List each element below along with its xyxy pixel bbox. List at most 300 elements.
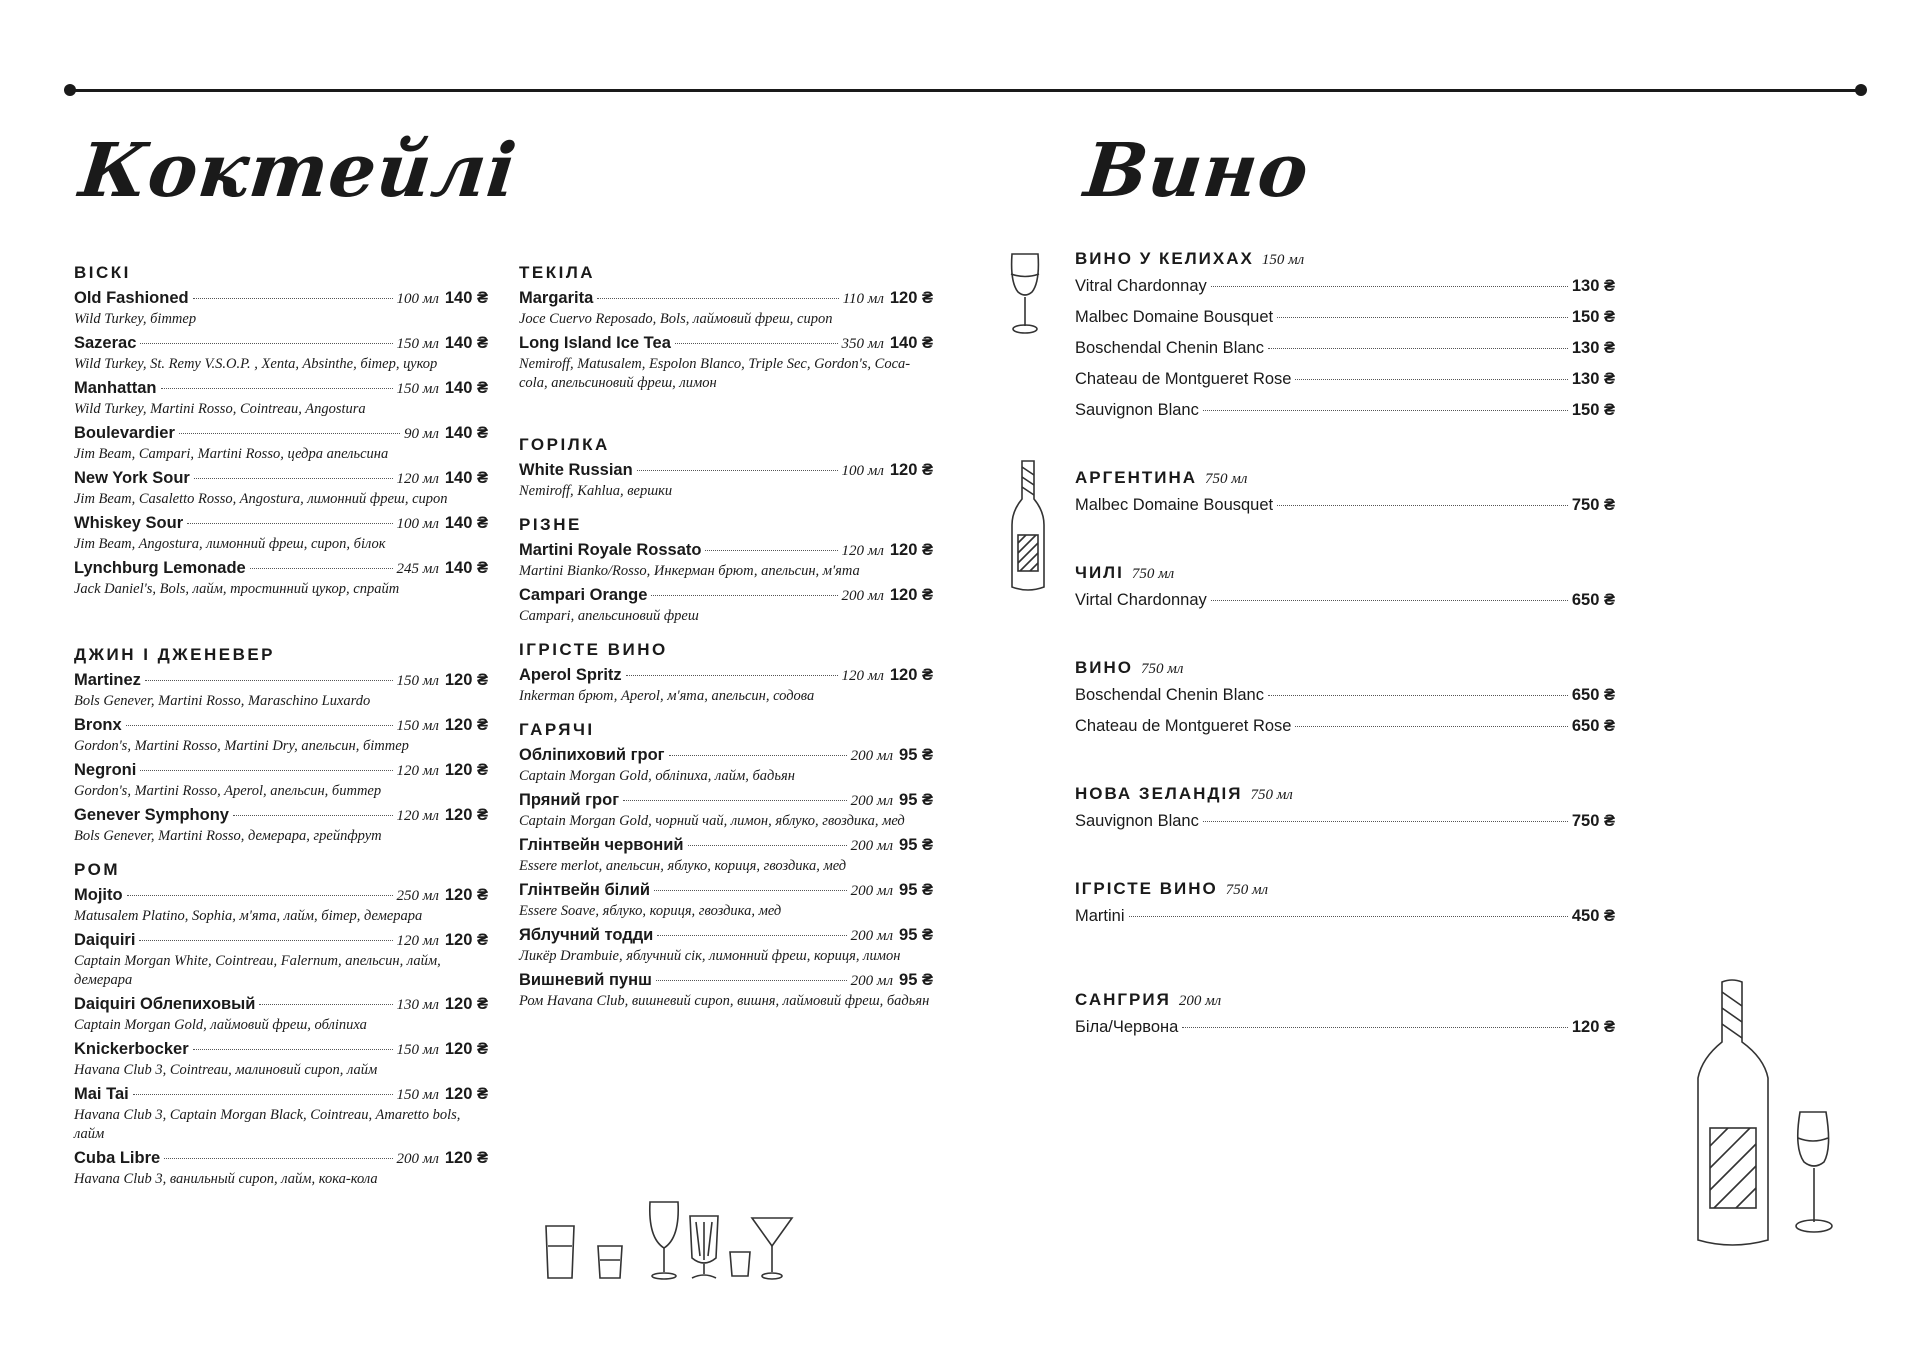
wine-section	[1075, 784, 1615, 843]
dot-leader	[1277, 505, 1568, 506]
menu-item-row	[519, 666, 933, 685]
section-name: АРГЕНТИНА	[1075, 468, 1198, 487]
wine-price: 650 ₴	[1571, 686, 1615, 704]
menu-item-row	[74, 806, 488, 825]
dot-leader	[127, 895, 393, 896]
wine-price: 650 ₴	[1571, 591, 1615, 609]
menu-item-row	[519, 334, 933, 353]
menu-item-row	[74, 931, 488, 950]
item-description: Essere Soave, яблуко, кориця, гвоздика, мед	[519, 903, 782, 919]
item-name: Martinez	[74, 671, 141, 689]
item-description: Captain Morgan Gold, лаймовий фреш, обліпиха	[74, 1017, 367, 1033]
menu-item-row	[74, 514, 488, 533]
top-divider	[70, 89, 1862, 92]
item-name: Пряний грог	[519, 791, 620, 809]
section-volume: 750 мл	[1225, 882, 1269, 898]
dot-leader	[1203, 821, 1568, 822]
item-description: Ликёр Drambuie, яблучний сік, лимонний фреш, кориця, лимон	[519, 948, 901, 964]
item-name: White Russian	[519, 461, 633, 479]
cocktails-column-1	[74, 249, 488, 1194]
item-volume: 100 мл	[396, 291, 439, 307]
item-description: Ром Havana Club, вишневий сироп, вишня, лаймовий фреш, бадьян	[519, 993, 930, 1009]
item-description: Nemiroff, Kahlua, вершки	[519, 483, 673, 499]
item-name: Mai Tai	[74, 1085, 129, 1103]
dot-leader	[145, 680, 393, 681]
menu-item-row	[519, 289, 933, 308]
wine-section	[1075, 249, 1615, 432]
menu-item-row	[74, 1149, 488, 1168]
item-volume: 200 мл	[850, 748, 894, 764]
wine-price: 650 ₴	[1571, 717, 1615, 735]
section-title	[1075, 658, 1615, 678]
menu-item-row	[74, 469, 488, 488]
item-price: 120 ₴	[889, 461, 933, 479]
wine-title: Вино	[1080, 128, 1314, 214]
item-volume: 100 мл	[841, 463, 884, 479]
item-volume: 120 мл	[841, 668, 884, 684]
item-price: 140 ₴	[444, 334, 488, 352]
menu-section	[519, 515, 933, 626]
menu-item	[74, 559, 488, 599]
menu-item-row	[519, 586, 933, 605]
divider-dot	[1855, 84, 1867, 96]
dot-leader	[164, 1158, 392, 1159]
wine-name: Boschendal Chenin Blanc	[1075, 339, 1264, 357]
wine-item	[1075, 812, 1615, 843]
wine-price: 130 ₴	[1571, 277, 1615, 295]
item-volume: 100 мл	[396, 516, 439, 532]
menu-item-row	[74, 379, 488, 398]
wine-item	[1075, 591, 1615, 622]
item-volume: 200 мл	[396, 1151, 439, 1167]
menu-item	[519, 746, 933, 786]
wine-name: Біла/Червона	[1075, 1018, 1179, 1036]
wine-item	[1075, 339, 1615, 370]
wine-glass-icon	[1008, 252, 1042, 338]
cocktails-title: Коктейлі	[75, 128, 521, 214]
menu-item	[519, 791, 933, 831]
menu-item-row	[74, 886, 488, 905]
item-name: Margarita	[519, 289, 594, 307]
item-description: Jim Beam, Campari, Martini Rosso, цедра апельсина	[74, 446, 389, 462]
item-description: Havana Club 3, Cointreau, малиновий сироп, лайм	[74, 1062, 378, 1078]
item-volume: 120 мл	[396, 808, 439, 824]
dot-leader	[675, 343, 838, 344]
item-volume: 150 мл	[396, 673, 439, 689]
item-volume: 150 мл	[396, 1087, 439, 1103]
menu-item-row	[519, 836, 933, 855]
dot-leader	[688, 845, 847, 846]
item-name: Boulevardier	[74, 424, 175, 442]
dot-leader	[1129, 916, 1568, 917]
item-price: 140 ₴	[444, 289, 488, 307]
section-title: ТЕКІЛА	[519, 263, 596, 282]
item-description: Matusalem Platino, Sophia, м'ята, лайм, бітер, демерара	[74, 908, 423, 924]
item-volume: 200 мл	[850, 928, 894, 944]
menu-item-row	[519, 461, 933, 480]
menu-item	[74, 334, 488, 374]
item-name: Daiquiri Облепиховый	[74, 995, 256, 1013]
menu-section	[519, 640, 933, 706]
dot-leader	[669, 755, 847, 756]
item-volume: 150 мл	[396, 336, 439, 352]
wine-section	[1075, 563, 1615, 622]
section-title	[1075, 990, 1615, 1010]
wine-item	[1075, 308, 1615, 339]
wine-name: Chateau de Montgueret Rose	[1075, 370, 1292, 388]
item-description: Captain Morgan White, Cointreau, Falernum, апельсин, лайм, демерара	[74, 953, 441, 988]
item-description: Captain Morgan Gold, чорний чай, лимон, яблуко, гвоздика, мед	[519, 813, 905, 829]
dot-leader	[656, 980, 847, 981]
dot-leader	[161, 388, 393, 389]
section-volume: 750 мл	[1250, 787, 1293, 803]
menu-section	[519, 720, 933, 1011]
section-title: РІЗНЕ	[519, 515, 582, 534]
menu-item	[519, 289, 933, 329]
dot-leader	[233, 815, 393, 816]
item-name: Lynchburg Lemonade	[74, 559, 246, 577]
item-volume: 90 мл	[404, 426, 439, 442]
menu-item	[519, 926, 933, 966]
dot-leader	[126, 725, 393, 726]
wine-item	[1075, 686, 1615, 717]
wine-name: Vitral Chardonnay	[1075, 277, 1207, 295]
item-volume: 250 мл	[396, 888, 439, 904]
item-name: Bronx	[74, 716, 122, 734]
menu-item-row	[519, 541, 933, 560]
item-volume: 120 мл	[396, 471, 439, 487]
dot-leader	[1182, 1027, 1568, 1028]
dot-leader	[133, 1094, 393, 1095]
item-description: Wild Turkey, Martini Rosso, Cointreau, Angostura	[74, 401, 366, 417]
item-description: Jim Beam, Casaletto Rosso, Angostura, лимонний фреш, сироп	[74, 491, 448, 507]
item-price: 120 ₴	[889, 289, 933, 307]
item-name: Daiquiri	[74, 931, 136, 949]
item-price: 120 ₴	[444, 716, 488, 734]
item-description: Jim Beam, Angostura, лимонний фреш, сироп, білок	[74, 536, 386, 552]
section-name: ВИНО У КЕЛИХАХ	[1075, 249, 1254, 268]
wine-name: Malbec Domaine Bousquet	[1075, 308, 1274, 326]
section-title	[1075, 784, 1615, 804]
item-volume: 130 мл	[396, 997, 439, 1013]
menu-item	[74, 931, 488, 990]
menu-item	[519, 586, 933, 626]
item-volume: 120 мл	[396, 763, 439, 779]
item-description: Gordon's, Martini Rosso, Aperol, апельсин, биттер	[74, 783, 382, 799]
item-description: Havana Club 3, ванильный сироп, лайм, кока-кола	[74, 1171, 378, 1187]
menu-item-row	[74, 424, 488, 443]
menu-item	[74, 424, 488, 464]
item-volume: 110 мл	[842, 291, 884, 307]
section-title: ВІСКІ	[74, 263, 131, 282]
section-volume: 750 мл	[1131, 566, 1175, 582]
menu-item-row	[74, 995, 488, 1014]
menu-section	[74, 263, 488, 599]
section-title	[1075, 468, 1615, 488]
item-price: 95 ₴	[899, 836, 933, 854]
wine-price: 130 ₴	[1571, 339, 1615, 357]
item-name: Вишневий пунш	[519, 971, 652, 989]
item-price: 120 ₴	[444, 1040, 488, 1058]
menu-item	[74, 1085, 488, 1144]
item-price: 140 ₴	[444, 424, 488, 442]
item-description: Bols Genever, Martini Rosso, демерара, грейпфрут	[74, 828, 382, 844]
item-volume: 150 мл	[396, 381, 439, 397]
dot-leader	[623, 800, 847, 801]
item-name: Genever Symphony	[74, 806, 229, 824]
dot-leader	[651, 595, 837, 596]
menu-item	[74, 289, 488, 329]
menu-item	[519, 836, 933, 876]
item-name: Яблучний тодди	[519, 926, 654, 944]
item-name: Cuba Libre	[74, 1149, 161, 1167]
item-description: Nemiroff, Matusalem, Espolon Blanco, Triple Sec, Gordon's, Coca-cola, апельсиновий фреш, лимон	[519, 356, 911, 391]
menu-item	[74, 995, 488, 1035]
dot-leader	[654, 890, 847, 891]
item-price: 95 ₴	[899, 926, 933, 944]
section-volume: 200 мл	[1178, 993, 1222, 1009]
item-price: 95 ₴	[899, 881, 933, 899]
divider-dot	[64, 84, 76, 96]
item-name: Martini Royale Rossato	[519, 541, 702, 559]
section-name: ЧИЛІ	[1075, 563, 1124, 582]
wine-section	[1075, 468, 1615, 527]
item-price: 120 ₴	[444, 806, 488, 824]
dot-leader	[193, 298, 393, 299]
dot-leader	[1211, 600, 1568, 601]
item-price: 140 ₴	[444, 469, 488, 487]
wine-name: Virtal Chardonnay	[1075, 591, 1207, 609]
item-volume: 150 мл	[396, 1042, 439, 1058]
section-title: РОМ	[74, 860, 120, 879]
wine-name: Martini	[1075, 907, 1125, 925]
item-description: Martini Bianko/Rosso, Инкерман брют, апельсин, м'ята	[519, 563, 860, 579]
item-name: Whiskey Sour	[74, 514, 184, 532]
wine-name: Sauvignon Blanc	[1075, 812, 1199, 830]
item-description: Bols Genever, Martini Rosso, Maraschino Luxardo	[74, 693, 371, 709]
item-description: Jack Daniel's, Bols, лайм, тростинний цукор, спрайт	[74, 581, 400, 597]
item-description: Havana Club 3, Captain Morgan Black, Cointreau, Amaretto bols, лайм	[74, 1107, 461, 1142]
item-price: 120 ₴	[444, 671, 488, 689]
dot-leader	[1295, 379, 1567, 380]
item-volume: 350 мл	[841, 336, 884, 352]
dot-leader	[193, 1049, 393, 1050]
wine-name: Sauvignon Blanc	[1075, 401, 1199, 419]
menu-item	[74, 761, 488, 801]
wine-item	[1075, 370, 1615, 401]
item-description: Captain Morgan Gold, обліпиха, лайм, бадьян	[519, 768, 795, 784]
dot-leader	[657, 935, 846, 936]
section-volume: 150 мл	[1261, 252, 1305, 268]
menu-item-row	[74, 671, 488, 690]
item-price: 120 ₴	[444, 1085, 488, 1103]
dot-leader	[1203, 410, 1568, 411]
item-name: Manhattan	[74, 379, 157, 397]
wine-section	[1075, 658, 1615, 748]
section-name: ВИНО	[1075, 658, 1133, 677]
wine-name: Chateau de Montgueret Rose	[1075, 717, 1292, 735]
item-name: Sazerac	[74, 334, 137, 352]
item-name: New York Sour	[74, 469, 190, 487]
wine-item	[1075, 907, 1615, 938]
item-price: 120 ₴	[444, 931, 488, 949]
item-volume: 200 мл	[850, 793, 894, 809]
dot-leader	[250, 568, 393, 569]
item-description: Wild Turkey, біттер	[74, 311, 197, 327]
menu-item-row	[519, 926, 933, 945]
item-price: 120 ₴	[889, 541, 933, 559]
dot-leader	[194, 478, 393, 479]
dot-leader	[187, 523, 392, 524]
wine-price: 450 ₴	[1571, 907, 1615, 925]
item-volume: 200 мл	[850, 883, 894, 899]
menu-item	[519, 881, 933, 921]
glassware-icon	[544, 1198, 794, 1282]
item-name: Campari Orange	[519, 586, 648, 604]
menu-item	[74, 1040, 488, 1080]
dot-leader	[1277, 317, 1568, 318]
section-name: ІГРІСТЕ ВИНО	[1075, 879, 1218, 898]
menu-item-row	[74, 761, 488, 780]
wine-item	[1075, 1018, 1615, 1049]
item-name: Обліпиховий грог	[519, 746, 665, 764]
item-name: Long Island Ice Tea	[519, 334, 671, 352]
section-title: ІГРІСТЕ ВИНО	[519, 640, 668, 659]
item-name: Глінтвейн червоний	[519, 836, 684, 854]
wine-price: 750 ₴	[1571, 496, 1615, 514]
wine-section	[1075, 990, 1615, 1049]
section-title: ГОРІЛКА	[519, 435, 610, 454]
menu-item	[74, 886, 488, 926]
section-title	[1075, 879, 1615, 899]
menu-item-row	[74, 559, 488, 578]
dot-leader	[140, 343, 392, 344]
dot-leader	[1295, 726, 1567, 727]
item-volume: 245 мл	[396, 561, 439, 577]
dot-leader	[597, 298, 838, 299]
menu-section	[519, 435, 933, 501]
item-name: Knickerbocker	[74, 1040, 189, 1058]
item-volume: 120 мл	[841, 543, 884, 559]
wine-price: 150 ₴	[1571, 308, 1615, 326]
section-name: НОВА ЗЕЛАНДІЯ	[1075, 784, 1243, 803]
menu-item-row	[74, 1040, 488, 1059]
wine-item	[1075, 401, 1615, 432]
wine-bottle-icon	[1008, 459, 1048, 593]
menu-item	[74, 469, 488, 509]
item-volume: 200 мл	[841, 588, 884, 604]
item-price: 140 ₴	[444, 379, 488, 397]
wine-section	[1075, 879, 1615, 938]
item-description: Gordon's, Martini Rosso, Martini Dry, апельсин, біттер	[74, 738, 409, 754]
item-price: 120 ₴	[444, 761, 488, 779]
item-description: Wild Turkey, St. Remy V.S.O.P. , Xenta, Absinthe, бітер, цукор	[74, 356, 438, 372]
item-price: 140 ₴	[444, 514, 488, 532]
menu-item	[519, 541, 933, 581]
menu-item-row	[74, 716, 488, 735]
item-price: 95 ₴	[899, 746, 933, 764]
wine-price: 750 ₴	[1571, 812, 1615, 830]
item-price: 120 ₴	[444, 886, 488, 904]
menu-item-row	[519, 746, 933, 765]
item-description: Campari, апельсиновий фреш	[519, 608, 699, 624]
menu-item	[519, 666, 933, 706]
menu-item	[74, 1149, 488, 1189]
item-price: 120 ₴	[444, 995, 488, 1013]
wine-name: Malbec Domaine Bousquet	[1075, 496, 1274, 514]
item-price: 120 ₴	[889, 666, 933, 684]
item-volume: 200 мл	[850, 973, 894, 989]
menu-item-row	[74, 1085, 488, 1104]
dot-leader	[259, 1004, 392, 1005]
cocktails-column-2	[519, 249, 933, 1016]
wine-item	[1075, 717, 1615, 748]
menu-item	[74, 514, 488, 554]
item-description: Essere merlot, апельсин, яблуко, кориця, гвоздика, мед	[519, 858, 847, 874]
item-name: Глінтвейн білий	[519, 881, 650, 899]
section-volume: 750 мл	[1205, 471, 1248, 487]
item-volume: 200 мл	[850, 838, 894, 854]
menu-item-row	[519, 881, 933, 900]
item-price: 140 ₴	[444, 559, 488, 577]
menu-item	[519, 461, 933, 501]
wine-price: 150 ₴	[1571, 401, 1615, 419]
item-price: 140 ₴	[889, 334, 933, 352]
item-description: Joce Cuervo Reposado, Bols, лаймовий фреш, сироп	[519, 311, 833, 327]
menu-item-row	[519, 791, 933, 810]
menu-item-row	[519, 971, 933, 990]
item-price: 120 ₴	[444, 1149, 488, 1167]
dot-leader	[1268, 348, 1568, 349]
dot-leader	[637, 470, 838, 471]
menu-section	[74, 645, 488, 846]
section-volume: 750 мл	[1141, 661, 1184, 677]
item-volume: 120 мл	[396, 933, 439, 949]
menu-item-row	[74, 289, 488, 308]
menu-section	[74, 860, 488, 1189]
item-price: 95 ₴	[899, 791, 933, 809]
item-price: 120 ₴	[889, 586, 933, 604]
menu-item	[74, 379, 488, 419]
menu-item	[74, 716, 488, 756]
wine-bottle-icon	[1696, 978, 1826, 1248]
menu-item-row	[74, 334, 488, 353]
item-price: 95 ₴	[899, 971, 933, 989]
section-title	[1075, 249, 1615, 269]
wine-item	[1075, 496, 1615, 527]
menu-section	[519, 263, 933, 393]
menu-item	[519, 971, 933, 1011]
wine-price: 120 ₴	[1571, 1018, 1615, 1036]
wine-name: Boschendal Chenin Blanc	[1075, 686, 1264, 704]
section-title	[1075, 563, 1615, 583]
wine-price: 130 ₴	[1571, 370, 1615, 388]
section-name: САНГРИЯ	[1075, 990, 1171, 1009]
item-name: Mojito	[74, 886, 123, 904]
menu-item	[74, 806, 488, 846]
section-title: ДЖИН І ДЖЕНЕВЕР	[74, 645, 276, 664]
dot-leader	[140, 770, 392, 771]
menu-item	[519, 334, 933, 393]
dot-leader	[626, 675, 838, 676]
section-title: ГАРЯЧІ	[519, 720, 595, 739]
item-description: Inkerman брют, Aperol, м'ята, апельсин, содова	[519, 688, 815, 704]
wine-column	[1075, 249, 1615, 1049]
dot-leader	[1268, 695, 1568, 696]
item-name: Old Fashioned	[74, 289, 189, 307]
dot-leader	[1211, 286, 1568, 287]
dot-leader	[705, 550, 837, 551]
